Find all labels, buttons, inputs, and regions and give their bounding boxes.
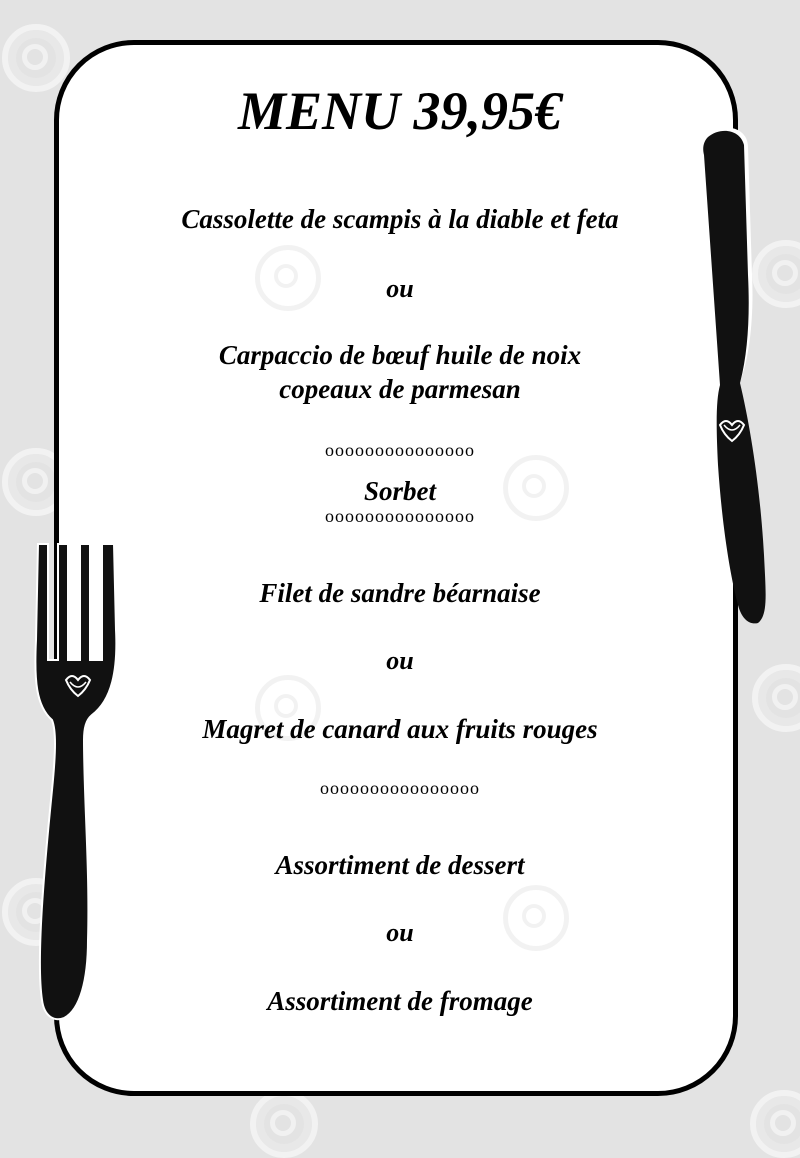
sorbet-item: Sorbet [363,476,436,506]
watermark-spiral [750,1090,800,1158]
course-divider: ooooooooooooooo [325,506,475,526]
starter-option-1: Cassolette de scampis à la diable et feta [181,204,619,234]
main-option-2: Magret de canard aux fruits rouges [202,714,598,744]
course-divider: ooooooooooooooo [325,440,475,460]
or-separator: ou [386,918,414,947]
dessert-option-2: Assortiment de fromage [267,986,533,1016]
dessert-option-1: Assortiment de dessert [275,850,525,880]
watermark-spiral [250,1090,318,1158]
starter-option-2-line-1: Carpaccio de bœuf huile de noix [218,340,582,370]
main-option-1: Filet de sandre béarnaise [259,578,541,608]
course-divider: oooooooooooooooo [320,778,480,798]
starter-option-2-line-2: copeaux de parmesan [279,374,521,404]
or-separator: ou [386,646,414,675]
or-separator: ou [386,274,414,303]
menu-title: MENU 39,95€ [237,81,563,141]
